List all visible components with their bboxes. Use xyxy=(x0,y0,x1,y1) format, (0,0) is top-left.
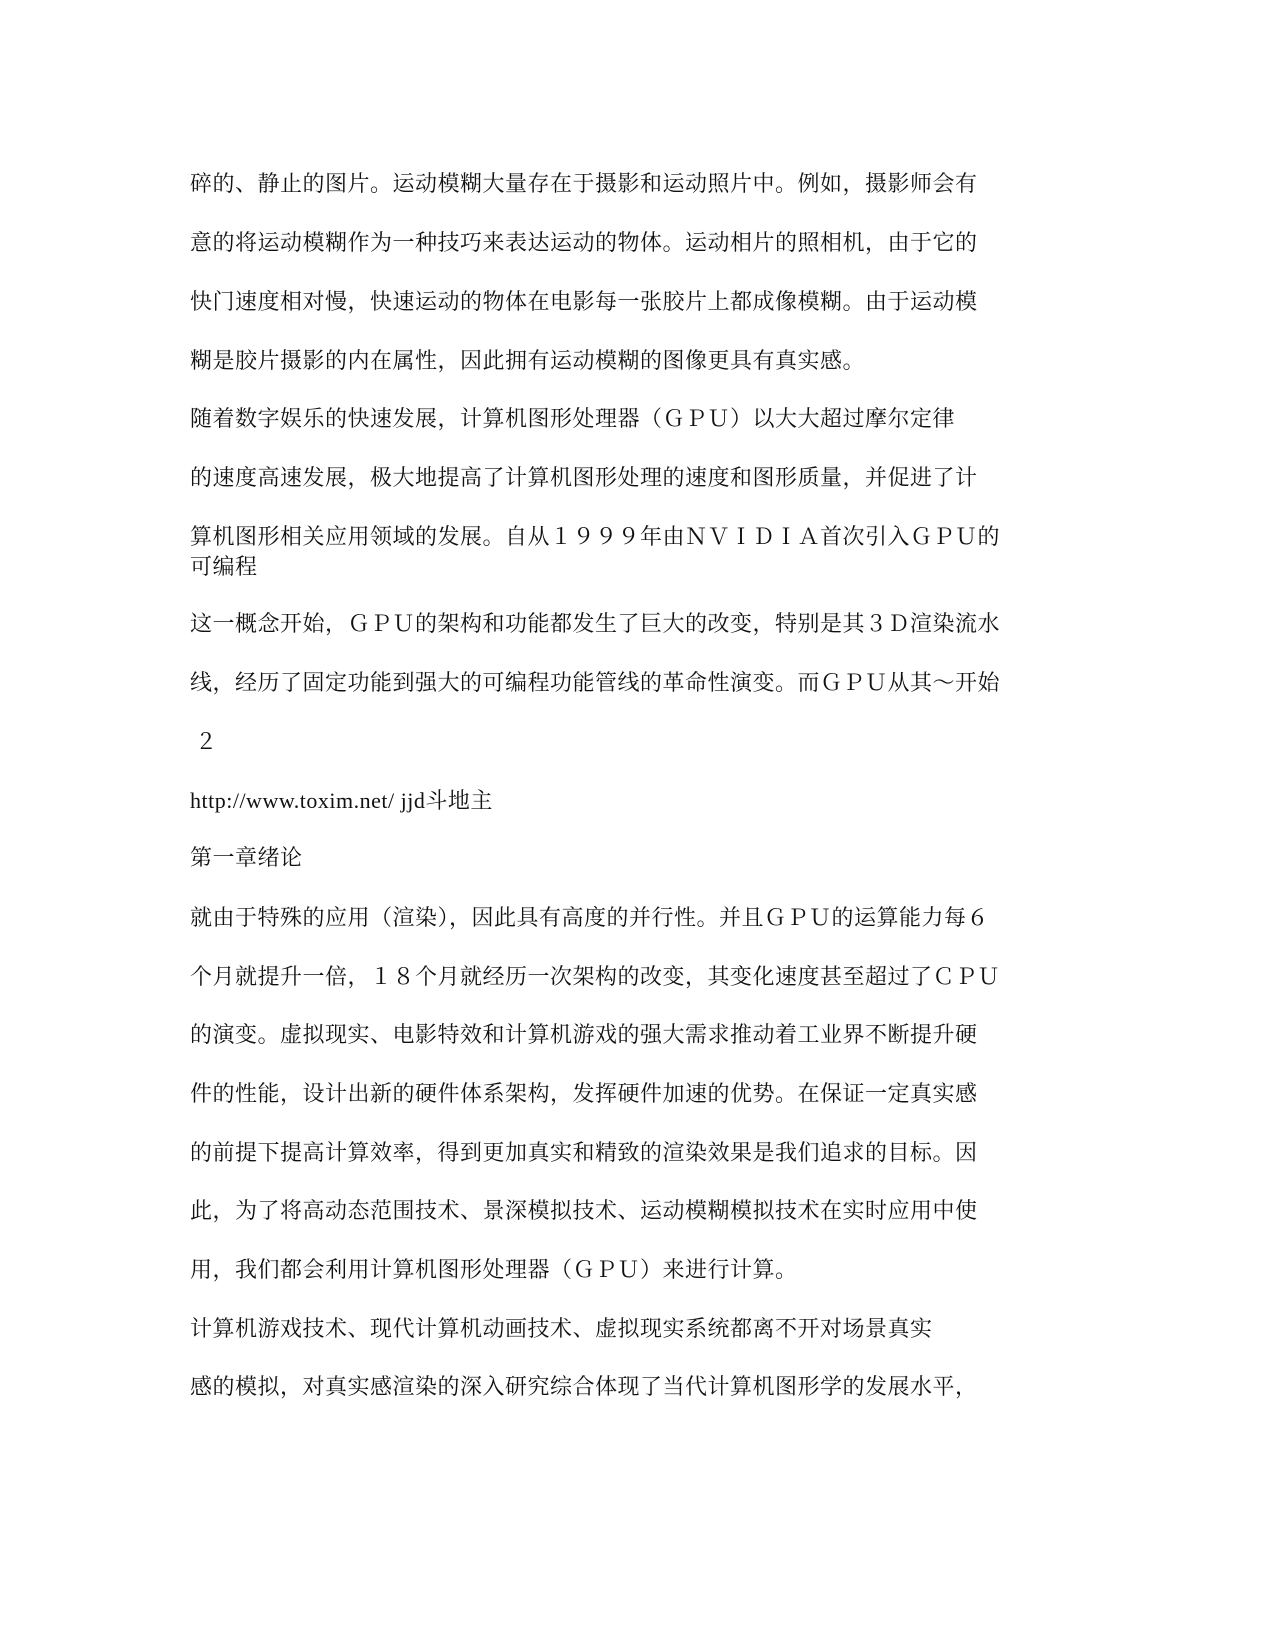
text-line: 糊是胶片摄影的内在属性，因此拥有运动模糊的图像更具有真实感。 xyxy=(190,349,866,374)
text-line: 这一概念开始，ＧＰＵ的架构和功能都发生了巨大的改变，特别是其３Ｄ渲染流水 xyxy=(190,612,1001,637)
text-line: 的速度高速发展，极大地提高了计算机图形处理的速度和图形质量，并促进了计 xyxy=(190,466,978,491)
text-line: 件的性能，设计出新的硬件体系架构，发挥硬件加速的优势。在保证一定真实感 xyxy=(190,1082,978,1107)
text-line: 此，为了将高动态范围技术、景深模拟技术、运动模糊模拟技术在实时应用中使 xyxy=(190,1199,978,1224)
text-line: 用，我们都会利用计算机图形处理器（ＧＰＵ）来进行计算。 xyxy=(190,1258,798,1283)
url-line: http://www.toxim.net/ jjd斗地主 xyxy=(190,788,493,813)
text-line: 快门速度相对慢，快速运动的物体在电影每一张胶片上都成像模糊。由于运动模 xyxy=(190,290,978,315)
chapter-heading: 第一章绪论 xyxy=(190,846,303,871)
text-line: 碎的、静止的图片。运动模糊大量存在于摄影和运动照片中。例如，摄影师会有 xyxy=(190,172,978,197)
text-line: 的前提下提高计算效率，得到更加真实和精致的渲染效果是我们追求的目标。因 xyxy=(190,1141,978,1166)
text-line: 的演变。虚拟现实、电影特效和计算机游戏的强大需求推动着工业界不断提升硬 xyxy=(190,1023,978,1048)
text-line: 意的将运动模糊作为一种技巧来表达运动的物体。运动相片的照相机，由于它的 xyxy=(190,231,978,256)
text-line: 计算机游戏技术、现代计算机动画技术、虚拟现实系统都离不开对场景真实 xyxy=(190,1317,933,1342)
text-line: 个月就提升一倍，１８个月就经历一次架构的改变，其变化速度甚至超过了ＣＰＵ xyxy=(190,965,1001,990)
text-line: 感的模拟，对真实感渲染的深入研究综合体现了当代计算机图形学的发展水平， xyxy=(190,1375,978,1400)
text-line: 就由于特殊的应用（渲染），因此具有高度的并行性。并且ＧＰＵ的运算能力每６ xyxy=(190,906,990,931)
page-number: ２ xyxy=(195,730,218,755)
text-line: 算机图形相关应用领域的发展。自从１９９９年由ＮＶＩＤＩＡ首次引入ＧＰＵ的 xyxy=(190,525,1001,550)
text-line: 可编程 xyxy=(190,555,258,580)
text-line: 随着数字娱乐的快速发展，计算机图形处理器（ＧＰＵ）以大大超过摩尔定律 xyxy=(190,407,956,432)
text-line: 线，经历了固定功能到强大的可编程功能管线的革命性演变。而ＧＰＵ从其～开始 xyxy=(190,671,1001,696)
